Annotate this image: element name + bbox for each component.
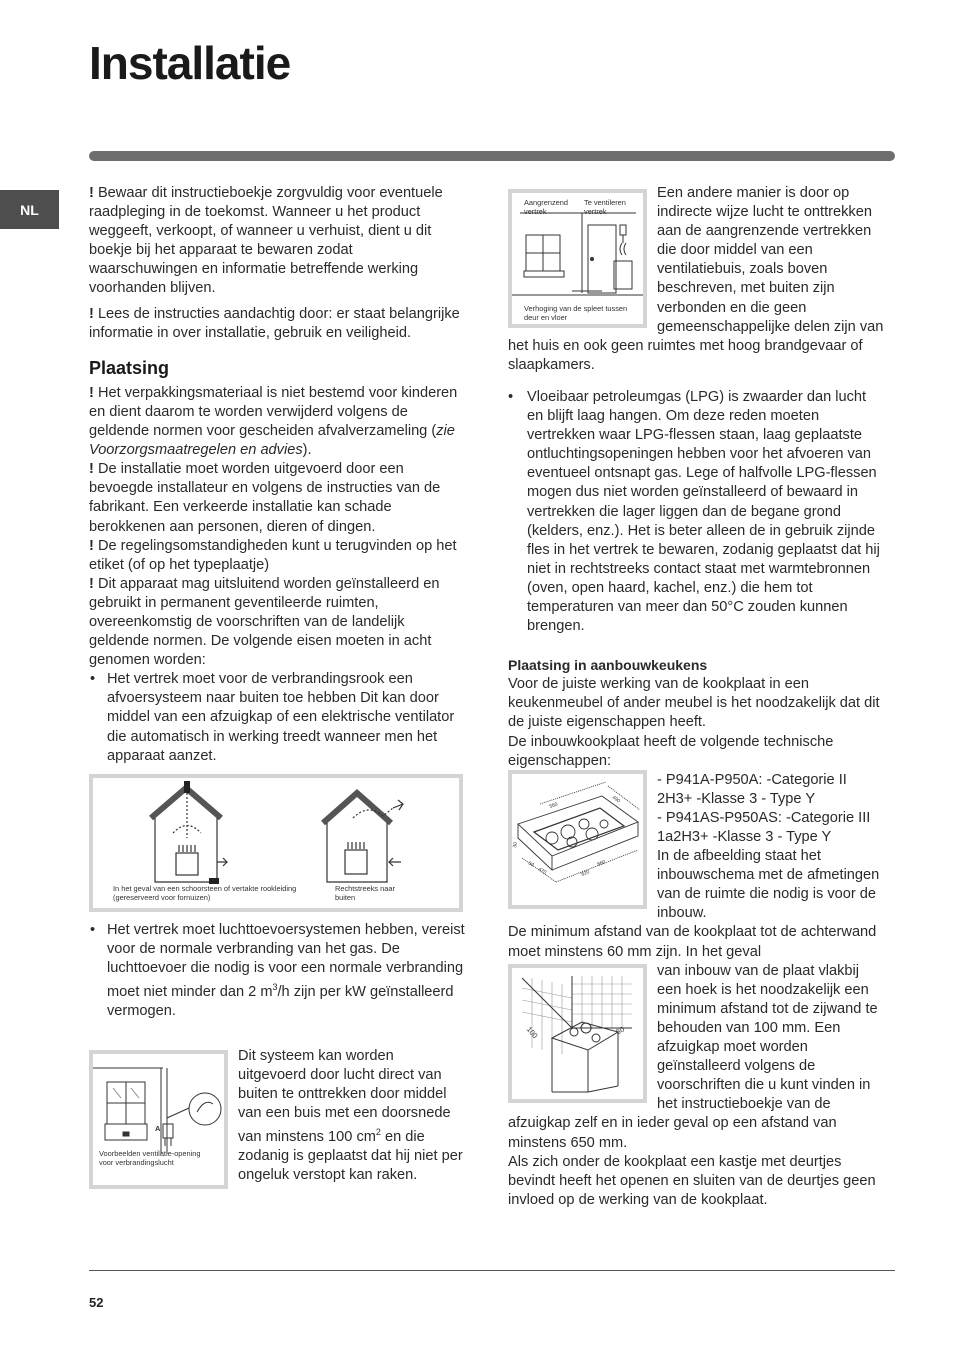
paragraph-distances-text [508, 923, 884, 961]
figure-cutout-dimensions [508, 770, 647, 909]
figure-exhaust-systems [89, 774, 463, 912]
figure-caption-direct: Rechtstreeks naar buiten [335, 883, 395, 902]
language-tab: NL [0, 190, 59, 229]
dim-50: 50 [527, 860, 535, 869]
left-column [89, 184, 465, 1189]
paragraph-read-instructions: ! Lees de instructies aandachtig door: er staat belangrijke informatie in over installatie, gebruik en veiligheid. [89, 305, 460, 341]
dim-560: 560 [548, 801, 559, 810]
figure-label-adjacent: Aangrenzend vertrek [524, 198, 568, 216]
paragraph-packaging: ! Het verpakkingsmateriaal is niet bestemd voor kinderen en dient daarom te worden verwijderd volgens de geldende normen voor gescheiden afvalverzameling (zie Voorzorgsmaatregelen en advies). [89, 384, 458, 459]
warning-mark: ! [89, 305, 94, 322]
figure-caption-ventilation: Voorbeelden ventilatie-opening voor verbrandingslucht [99, 1149, 201, 1168]
distances-text-start: De minimum afstand van de kookplaat tot de achterwand moet minstens 60 mm zijn. In het geval [508, 924, 877, 960]
warning-mark: ! [89, 461, 94, 478]
figure-caption-door-gap: Verhoging van de spleet tussen deur en vloer [524, 304, 628, 322]
paragraph-ventilated-rooms: ! Dit apparaat mag uitsluitend worden geïnstalleerd en gebruikt in permanent geventileerde ruimten, overeenkomstig de voorschriften van de landelijk geldende normen. De volgende eisen moeten in acht genomen worden: [89, 575, 440, 669]
paragraph-label: ! De regelingsomstandigheden kunt u terugvinden op het etiket (of op het typeplaatje) [89, 537, 457, 573]
spec-p941as: - P941AS-P950AS: -Categorie III 1a2H3+ -Klasse 3 - Type Y [657, 809, 871, 845]
page-number: 52 [89, 1295, 104, 1310]
figure-label-a: A [155, 1124, 161, 1134]
dim-820: 820 [580, 868, 591, 878]
figure-ventilation-opening [89, 1050, 228, 1189]
paragraph-cabinet: Voor de juiste werking van de kookplaat in een keukenmeubel of ander meubel is het noodzakelijk dat dit de juiste eigenschappen heeft. [508, 676, 880, 731]
paragraph-cabinet-doors: Als zich onder de kookplaat een kastje met deurtjes bevindt heeft het openen en sluiten van de deurtjes geen invloed op de werking van de kookplaat. [508, 1153, 876, 1208]
title-divider-bar [89, 151, 895, 161]
dim-60: 60 [614, 1024, 626, 1037]
figure-wall-distance [508, 964, 647, 1103]
paragraph-schema: In de afbeelding staat het inbouwschema met de afmetingen van de ruimte die nodig is voor de inbouw. [657, 848, 880, 922]
dim-30: 30 [512, 841, 519, 849]
dim-470: 470 [537, 866, 548, 876]
dim-100: 100 [524, 1024, 540, 1040]
paragraph-direct-air: Dit systeem kan worden uitgevoerd door lucht direct van buiten te onttrekken door middel van een buis met een doorsnede van minstens 100 $cm^2$ en die zodanig is geplaatst dat hij niet per ongeluk verstopt kan raken. [238, 1048, 463, 1184]
bullet-lpg: • Vloeibaar petroleumgas (LPG) is zwaarder dan lucht en blijft laag hangen. Om deze reden moeten vertrekken waar LPG-flessen staan, laag geplaatste ontluchtingsopeningen hebben voor het afvoeren van eventueel ontsnapt gas. Lege of halfvolle LPG-flessen mogen dus niet worden geïnstalleerd of bewaard in vertrekken die lager liggen dan de begane grond (kelders, enz.). Het is beter alleen de in gebruik zijnde fles in het vertrek te bewaren, zodanig geplaatst dat hij niet in rechtstreeks contact staat met warmtebronnen (oven, open haard, kachel, enz.) die hem tot temperaturen van meer dan 50°C zouden kunnen brengen. [508, 388, 884, 636]
bullet-air-supply: • Het vertrek moet luchttoevoersystemen hebben, vereist voor de normale verbranding van het gas. De luchttoevoer die nodig is voor een normale verbranding moet niet minder dan 2 $m^3/h$ zijn per kW geïnstalleerd vermogen. [89, 921, 465, 1021]
heading-plaatsing: Plaatsing [89, 357, 170, 378]
page-title: Installatie [89, 37, 291, 89]
air-supply-figure-block [89, 1047, 465, 1189]
dim-860: 860 [596, 858, 607, 868]
figure-label-ventilate: Te ventileren vertrek [584, 198, 626, 216]
cross-reference: zie Voorzorgsmaatregelen en advies [89, 423, 455, 459]
footer-divider [89, 1270, 895, 1271]
distances-block [508, 923, 884, 1209]
dim-490: 490 [610, 794, 622, 805]
figure-caption-chimney: In het geval van een schoorsteen of vertakte rookleiding (gereserveerd voor fornuizen) [113, 883, 297, 902]
paragraph-technical: De inbouwkookplaat heeft de volgende technische eigenschappen: [508, 733, 834, 769]
heading-aanbouwkeukens: Plaatsing in aanbouwkeukens [508, 657, 708, 674]
distances-text-rest: van inbouw van de plaat vlakbij een hoek is het noodzakelijk een minimum afstand tot de zijwand te behouden van 100 mm. Een afzuigkap moet worden geïnstalleerd volgens de voorschriften die u kunt vinden in het instructieboekje van de afzuigkap zelf en in ieder geval op een afstand van minstens 650 mm. [508, 962, 878, 1151]
bullet-exhaust: • Het vertrek moet voor de verbrandingsrook een afvoersysteem naar buiten toe hebben Dit kan door middel van een afzuigkap of een elektrische ventilator die automatisch in werking treedt wanneer men het apparaat aanzet. [89, 670, 465, 765]
warning-mark: ! [89, 185, 94, 201]
warning-mark: ! [89, 537, 94, 554]
warning-mark: ! [89, 575, 94, 592]
paragraph-indirect-air: Een andere manier is door op indirecte wijze lucht te onttrekken aan de aangrenzende vertrekken die door middel van een ventilatiebuis, zoals boven beschreven, met buiten zijn verbonden en die geen gemeenschappelijke delen zijn van het huis en ook geen ruimtes met hoog brandgevaar of slaapkamers. [508, 185, 884, 373]
spec-p941a: - P941A-P950A: -Categorie II 2H3+ -Klasse 3 - Type Y [657, 771, 847, 807]
paragraph-installer: ! De installatie moet worden uitgevoerd door een bevoegde installateur en volgens de instructies van de fabrikant. Een verkeerde installatie kan schade berokkenen aan personen, dieren of dingen. [89, 461, 441, 535]
warning-mark: ! [89, 384, 94, 401]
figure-adjacent-room [508, 189, 647, 328]
paragraph-keep-manual: ! Bewaar dit instructieboekje zorgvuldig voor eventuele raadpleging in de toekomst. Wanneer u het product weggeeft, verkoopt, of wanneer u verhuist, dient u dit boekje bij het apparaat te bewaren zodat waarschuwingen en informatie betreffende werking voorhanden blijven. [89, 185, 443, 297]
right-column [508, 184, 884, 1210]
cutout-dimensions-illustration [512, 774, 643, 905]
